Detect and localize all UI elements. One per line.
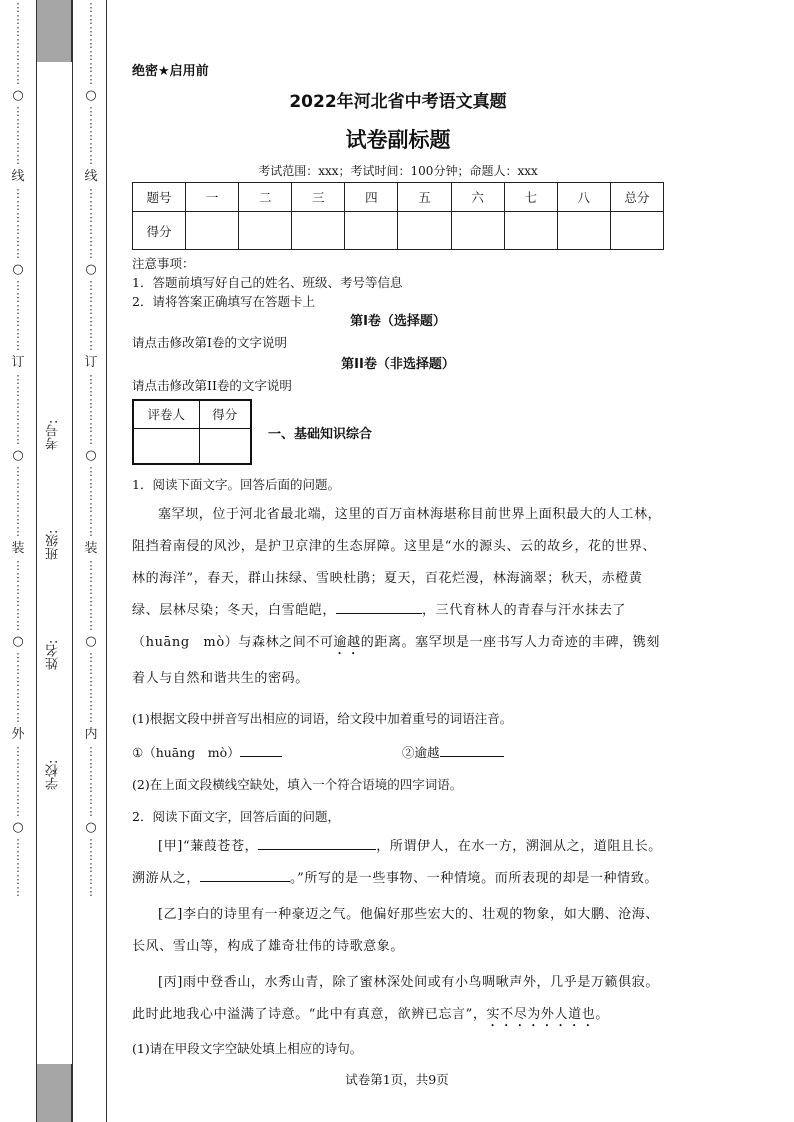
question-1-sub1: (1)根据文段中拼音写出相应的词语，给文段中加着重号的词语注音。 xyxy=(132,711,513,726)
grader-reviewer-cell[interactable] xyxy=(133,428,199,464)
volume1-note[interactable]: 请点击修改第I卷的文字说明 xyxy=(132,335,287,350)
outer-cut-line: ⋮ ⋮ ⋮ ⋮ ⋮ ⋮ ⋮ ○ ⋮ ⋮ ⋮ ⋮ ⋮ 线 ⋮ ⋮ ⋮ ⋮ ⋮ ⋮ ○ ⋮ ⋮ ⋮ ⋮ ⋮ ⋮ 订 ⋮ ⋮ ⋮ ⋮ ⋮ ⋮ ○ ⋮ ⋮ ⋮ ⋮ ⋮ ⋮ 装 ⋮ ⋮ ⋮ ⋮ ⋮ ⋮ ○ ⋮ ⋮ ⋮ ⋮ ⋮ ⋮ 外 ⋮ ⋮ ⋮ ⋮ ⋮ ⋮ ○ ⋮ ⋮ ⋮ ⋮ ⋮ xyxy=(11,1,25,898)
score-header-cell: 二 xyxy=(239,183,292,212)
score-input-cell[interactable] xyxy=(345,212,398,250)
emphasized-word: 逾越 xyxy=(333,635,361,650)
question-2-yi: [乙]李白的诗里有一种豪迈之气。他偏好那些宏大的、壮观的物象，如大鹏、沧海、长风、雪山等，构成了雄奇壮伟的诗歌意象。 xyxy=(132,907,659,954)
volume2-note[interactable]: 请点击修改第II卷的文字说明 xyxy=(132,378,292,393)
score-input-cell[interactable] xyxy=(504,212,557,250)
grader-row xyxy=(132,399,664,465)
part1-title: 一、基础知识综合 xyxy=(268,426,373,442)
notes-item: 1．答题前填写好自己的姓名、班级、考号等信息 xyxy=(132,275,403,290)
question-1-passage-cont: （huāng mò）与森林之间不可逾越的距离。塞罕坝是一座书写人力奇迹的丰碑，镌刻 xyxy=(132,635,660,650)
exam-page-content xyxy=(132,60,664,1059)
exam-subtitle: 试卷副标题 xyxy=(345,128,451,152)
class-field[interactable]: 班级: xyxy=(46,529,61,561)
poem-blank[interactable] xyxy=(258,836,376,850)
volume2-heading: 第II卷（非选择题） xyxy=(341,357,455,372)
question-2-sub1: (1)请在甲段文字空缺处填上相应的诗句。 xyxy=(132,1041,363,1056)
score-header-cell: 八 xyxy=(557,183,610,212)
grader-table xyxy=(132,399,252,465)
score-header-cell: 总分 xyxy=(610,183,663,212)
exam-title: 2022年河北省中考语文真题 xyxy=(289,92,507,112)
score-header-cell: 四 xyxy=(345,183,398,212)
question-1-passage-end: 着人与自然和谐共生的密码。 xyxy=(132,671,309,686)
question-2-jia: [甲]“蒹葭苍苍， ，所谓伊人，在水一方，溯洄从之，道阻且长。溯游从之， 。”所写的是一些事物、一种情境。而所表现的却是一种情致。 xyxy=(132,831,664,895)
inner-cut-line: ⋮ ⋮ ⋮ ⋮ ⋮ ⋮ ⋮ ○ ⋮ ⋮ ⋮ ⋮ ⋮ 线 ⋮ ⋮ ⋮ ⋮ ⋮ ⋮ ○ ⋮ ⋮ ⋮ ⋮ ⋮ ⋮ 订 ⋮ ⋮ ⋮ ⋮ ⋮ ⋮ ○ ⋮ ⋮ ⋮ ⋮ ⋮ ⋮ 装 ⋮ ⋮ ⋮ ⋮ ⋮ ⋮ ○ ⋮ ⋮ ⋮ ⋮ ⋮ ⋮ 内 ⋮ ⋮ ⋮ ⋮ ⋮ ⋮ ○ ⋮ ⋮ ⋮ ⋮ ⋮ xyxy=(84,1,98,898)
grader-score-cell[interactable] xyxy=(199,428,251,464)
score-header-cell: 七 xyxy=(504,183,557,212)
score-input-cell[interactable] xyxy=(610,212,663,250)
question-1-answers: ①（huāng mò） ②逾越 xyxy=(132,743,664,761)
poem-blank[interactable] xyxy=(200,868,290,882)
notes-section xyxy=(132,254,664,311)
school-field[interactable]: 学校: xyxy=(46,759,61,791)
notes-item: 2．请将答案正确填写在答题卡上 xyxy=(132,294,315,309)
question-2-bing: [丙]雨中登香山，水秀山青，除了蜜林深处间或有小鸟啁啾声外，几乎是万籁俱寂。此时此地我心中溢满了诗意。“此中有真意，欲辨已忘言”，实不尽为外人道也。 xyxy=(132,975,659,1022)
score-input-cell[interactable] xyxy=(451,212,504,250)
volume1-heading: 第I卷（选择题） xyxy=(350,314,446,329)
binding-line xyxy=(106,0,107,1122)
question-1-sub2: (2)在上面文段横线空缺处，填入一个符合语境的四字词语。 xyxy=(132,777,463,792)
score-input-cell[interactable] xyxy=(239,212,292,250)
answer-blank[interactable] xyxy=(240,744,282,757)
grader-reviewer-label: 评卷人 xyxy=(133,400,199,428)
binding-gray-top xyxy=(36,0,72,62)
question-2-stem: 2．阅读下面文字，回答后面的问题， xyxy=(132,809,340,824)
score-header-cell: 题号 xyxy=(133,183,186,212)
exam-scope: 考试范围：xxx；考试时间：100分钟；命题人：xxx xyxy=(258,164,538,178)
score-input-cell[interactable] xyxy=(292,212,345,250)
score-header-cell: 一 xyxy=(186,183,239,212)
score-input-cell[interactable] xyxy=(186,212,239,250)
binding-line xyxy=(36,0,37,1122)
answer-blank[interactable] xyxy=(440,744,504,757)
notes-heading: 注意事项： xyxy=(132,256,195,271)
name-field[interactable]: 姓名: xyxy=(46,639,61,671)
score-header-cell: 三 xyxy=(292,183,345,212)
score-header-cell: 五 xyxy=(398,183,451,212)
exam-number-field[interactable]: 考号: xyxy=(46,419,61,451)
binding-strip xyxy=(0,0,110,1122)
score-table xyxy=(132,182,664,250)
passage-blank[interactable] xyxy=(336,600,422,614)
question-1-passage: 塞罕坝，位于河北省最北端，这里的百万亩林海堪称目前世界上面积最大的人工林，阻挡着南侵的风沙，是护卫京津的生态屏障。这里是“水的源头、云的故乡，花的世界、林的海洋”，春天，群山抹绿、雪映杜鹃；夏天，百花烂漫，林海滴翠；秋天，赤橙黄绿、层林尽染；冬天，白雪皑皑， ，三代育林人的青春与汗水抹去了 xyxy=(132,507,662,618)
secret-label: 绝密★启用前 xyxy=(132,64,209,79)
score-input-cell[interactable] xyxy=(398,212,451,250)
grader-score-label: 得分 xyxy=(199,400,251,428)
page-footer: 试卷第1页，共9页 xyxy=(345,1072,449,1087)
score-input-cell[interactable] xyxy=(557,212,610,250)
emphasized-phrase: 实不尽为外人道也 xyxy=(486,1007,596,1022)
score-header-cell: 六 xyxy=(451,183,504,212)
binding-line xyxy=(72,0,73,1122)
question-1-stem: 1．阅读下面文字。回答后面的问题。 xyxy=(132,477,340,492)
score-row-label: 得分 xyxy=(133,212,186,250)
